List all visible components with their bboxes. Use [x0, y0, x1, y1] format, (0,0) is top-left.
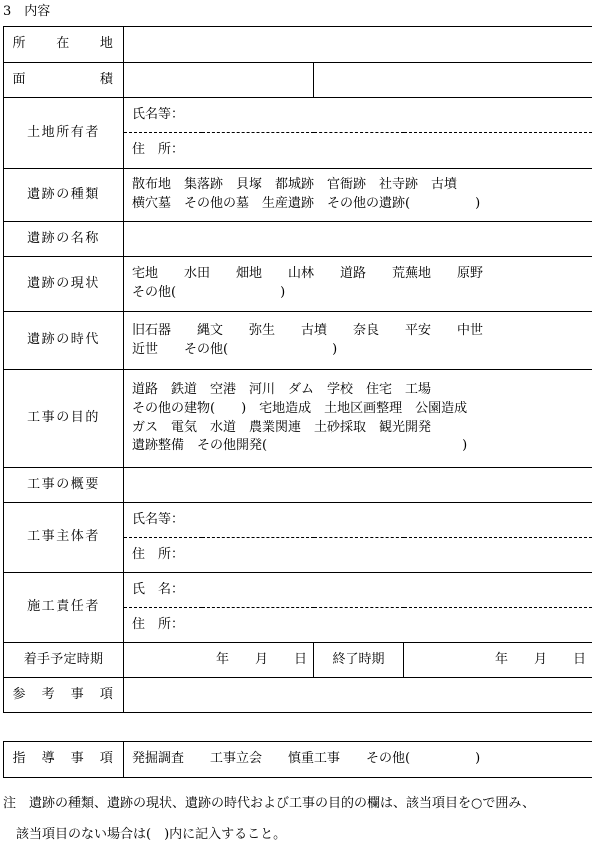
- contractor-name-label: 氏 名：: [132, 581, 185, 597]
- purpose-line4: 遺跡整備 その他開発( ): [132, 438, 468, 454]
- note-line1: 注 遺跡の種類、遺跡の現状、遺跡の時代および工事の目的の欄は、該当項目を○で囲み、: [3, 796, 536, 811]
- site-status-row: [4, 257, 592, 312]
- area-field[interactable]: [124, 63, 314, 98]
- developer-name-label: 氏名等：: [132, 511, 185, 527]
- contractor-name-row: [4, 573, 592, 608]
- site-type-options[interactable]: [124, 169, 592, 222]
- guidance-label: 指 導 事 項: [4, 742, 124, 778]
- purpose-line2: その他の建物( ) 宅地造成 土地区画整理 公園造成: [132, 400, 468, 416]
- site-name-label: 遺跡の名称: [4, 222, 124, 257]
- landowner-name-row: [4, 98, 592, 133]
- landowner-address-field[interactable]: [124, 133, 592, 169]
- contractor-name-field[interactable]: [124, 573, 592, 608]
- schedule-row: [4, 643, 592, 678]
- contractor-address-label: 住 所：: [132, 616, 185, 632]
- site-status-options[interactable]: [124, 257, 592, 312]
- end-label: 終了時期: [314, 643, 404, 678]
- landowner-address-label: 住 所：: [132, 142, 185, 158]
- guidance-table: [3, 741, 592, 778]
- developer-address-field[interactable]: [124, 538, 592, 573]
- purpose-options[interactable]: [124, 370, 592, 468]
- landowner-name-field[interactable]: [124, 98, 592, 133]
- site-period-line2: 近世 その他( ): [132, 341, 338, 357]
- note-line2: 該当項目のない場合は( )内に記入すること。: [3, 827, 287, 842]
- reference-field[interactable]: [124, 678, 592, 713]
- section-title: 3 内容: [3, 4, 51, 19]
- landowner-label: 土地所有者: [4, 98, 124, 169]
- area-label: 面 積: [4, 63, 124, 98]
- site-type-line2: 横穴墓 その他の墓 生産遺跡 その他の遺跡( ): [132, 196, 481, 211]
- reference-row: [4, 678, 592, 713]
- purpose-line3: ガス 電気 水道 農業関連 土砂採取 観光開発: [132, 419, 432, 435]
- developer-address-label: 住 所：: [132, 546, 185, 562]
- start-label: 着手予定時期: [4, 643, 124, 678]
- site-period-options[interactable]: [124, 312, 592, 370]
- site-period-row: [4, 312, 592, 370]
- location-row: [4, 27, 592, 63]
- site-status-label: 遺跡の現状: [4, 257, 124, 312]
- guidance-options[interactable]: 発掘調査 工事立会 慎重工事 その他( ): [124, 742, 592, 778]
- overview-row: [4, 468, 592, 503]
- site-status-line2: その他( ): [132, 285, 286, 300]
- guidance-row: [4, 742, 592, 778]
- site-status-line1: 宅地 水田 畑地 山林 道路 荒蕪地 原野: [132, 266, 484, 282]
- site-period-label: 遺跡の時代: [4, 312, 124, 370]
- location-label: 所 在 地: [4, 27, 124, 63]
- overview-label: 工事の概要: [4, 468, 124, 503]
- purpose-label: 工事の目的: [4, 370, 124, 468]
- site-type-row: [4, 169, 592, 222]
- location-field[interactable]: [124, 27, 592, 63]
- site-type-label: 遺跡の種類: [4, 169, 124, 222]
- landowner-name-label: 氏名等：: [132, 106, 185, 122]
- reference-label: 参 考 事 項: [4, 678, 124, 713]
- overview-field[interactable]: [124, 468, 592, 503]
- developer-name-field[interactable]: [124, 503, 592, 538]
- purpose-row: [4, 370, 592, 468]
- developer-label: 工事主体者: [4, 503, 124, 573]
- developer-name-row: [4, 503, 592, 538]
- site-period-line1: 旧石器 縄文 弥生 古墳 奈良 平安 中世: [132, 322, 484, 338]
- contractor-address-field[interactable]: [124, 608, 592, 643]
- contractor-label: 施工責任者: [4, 573, 124, 643]
- area-row: [4, 63, 592, 98]
- site-name-row: [4, 222, 592, 257]
- start-date-field[interactable]: 年 月 日: [124, 643, 314, 678]
- end-date-field[interactable]: 年 月 日: [404, 643, 592, 678]
- content-table: [3, 26, 592, 713]
- site-name-field[interactable]: [124, 222, 592, 257]
- purpose-line1: 道路 鉄道 空港 河川 ダム 学校 住宅 工場: [132, 381, 432, 397]
- site-type-line1: 散布地 集落跡 貝塚 都城跡 官衙跡 社寺跡 古墳: [132, 177, 458, 193]
